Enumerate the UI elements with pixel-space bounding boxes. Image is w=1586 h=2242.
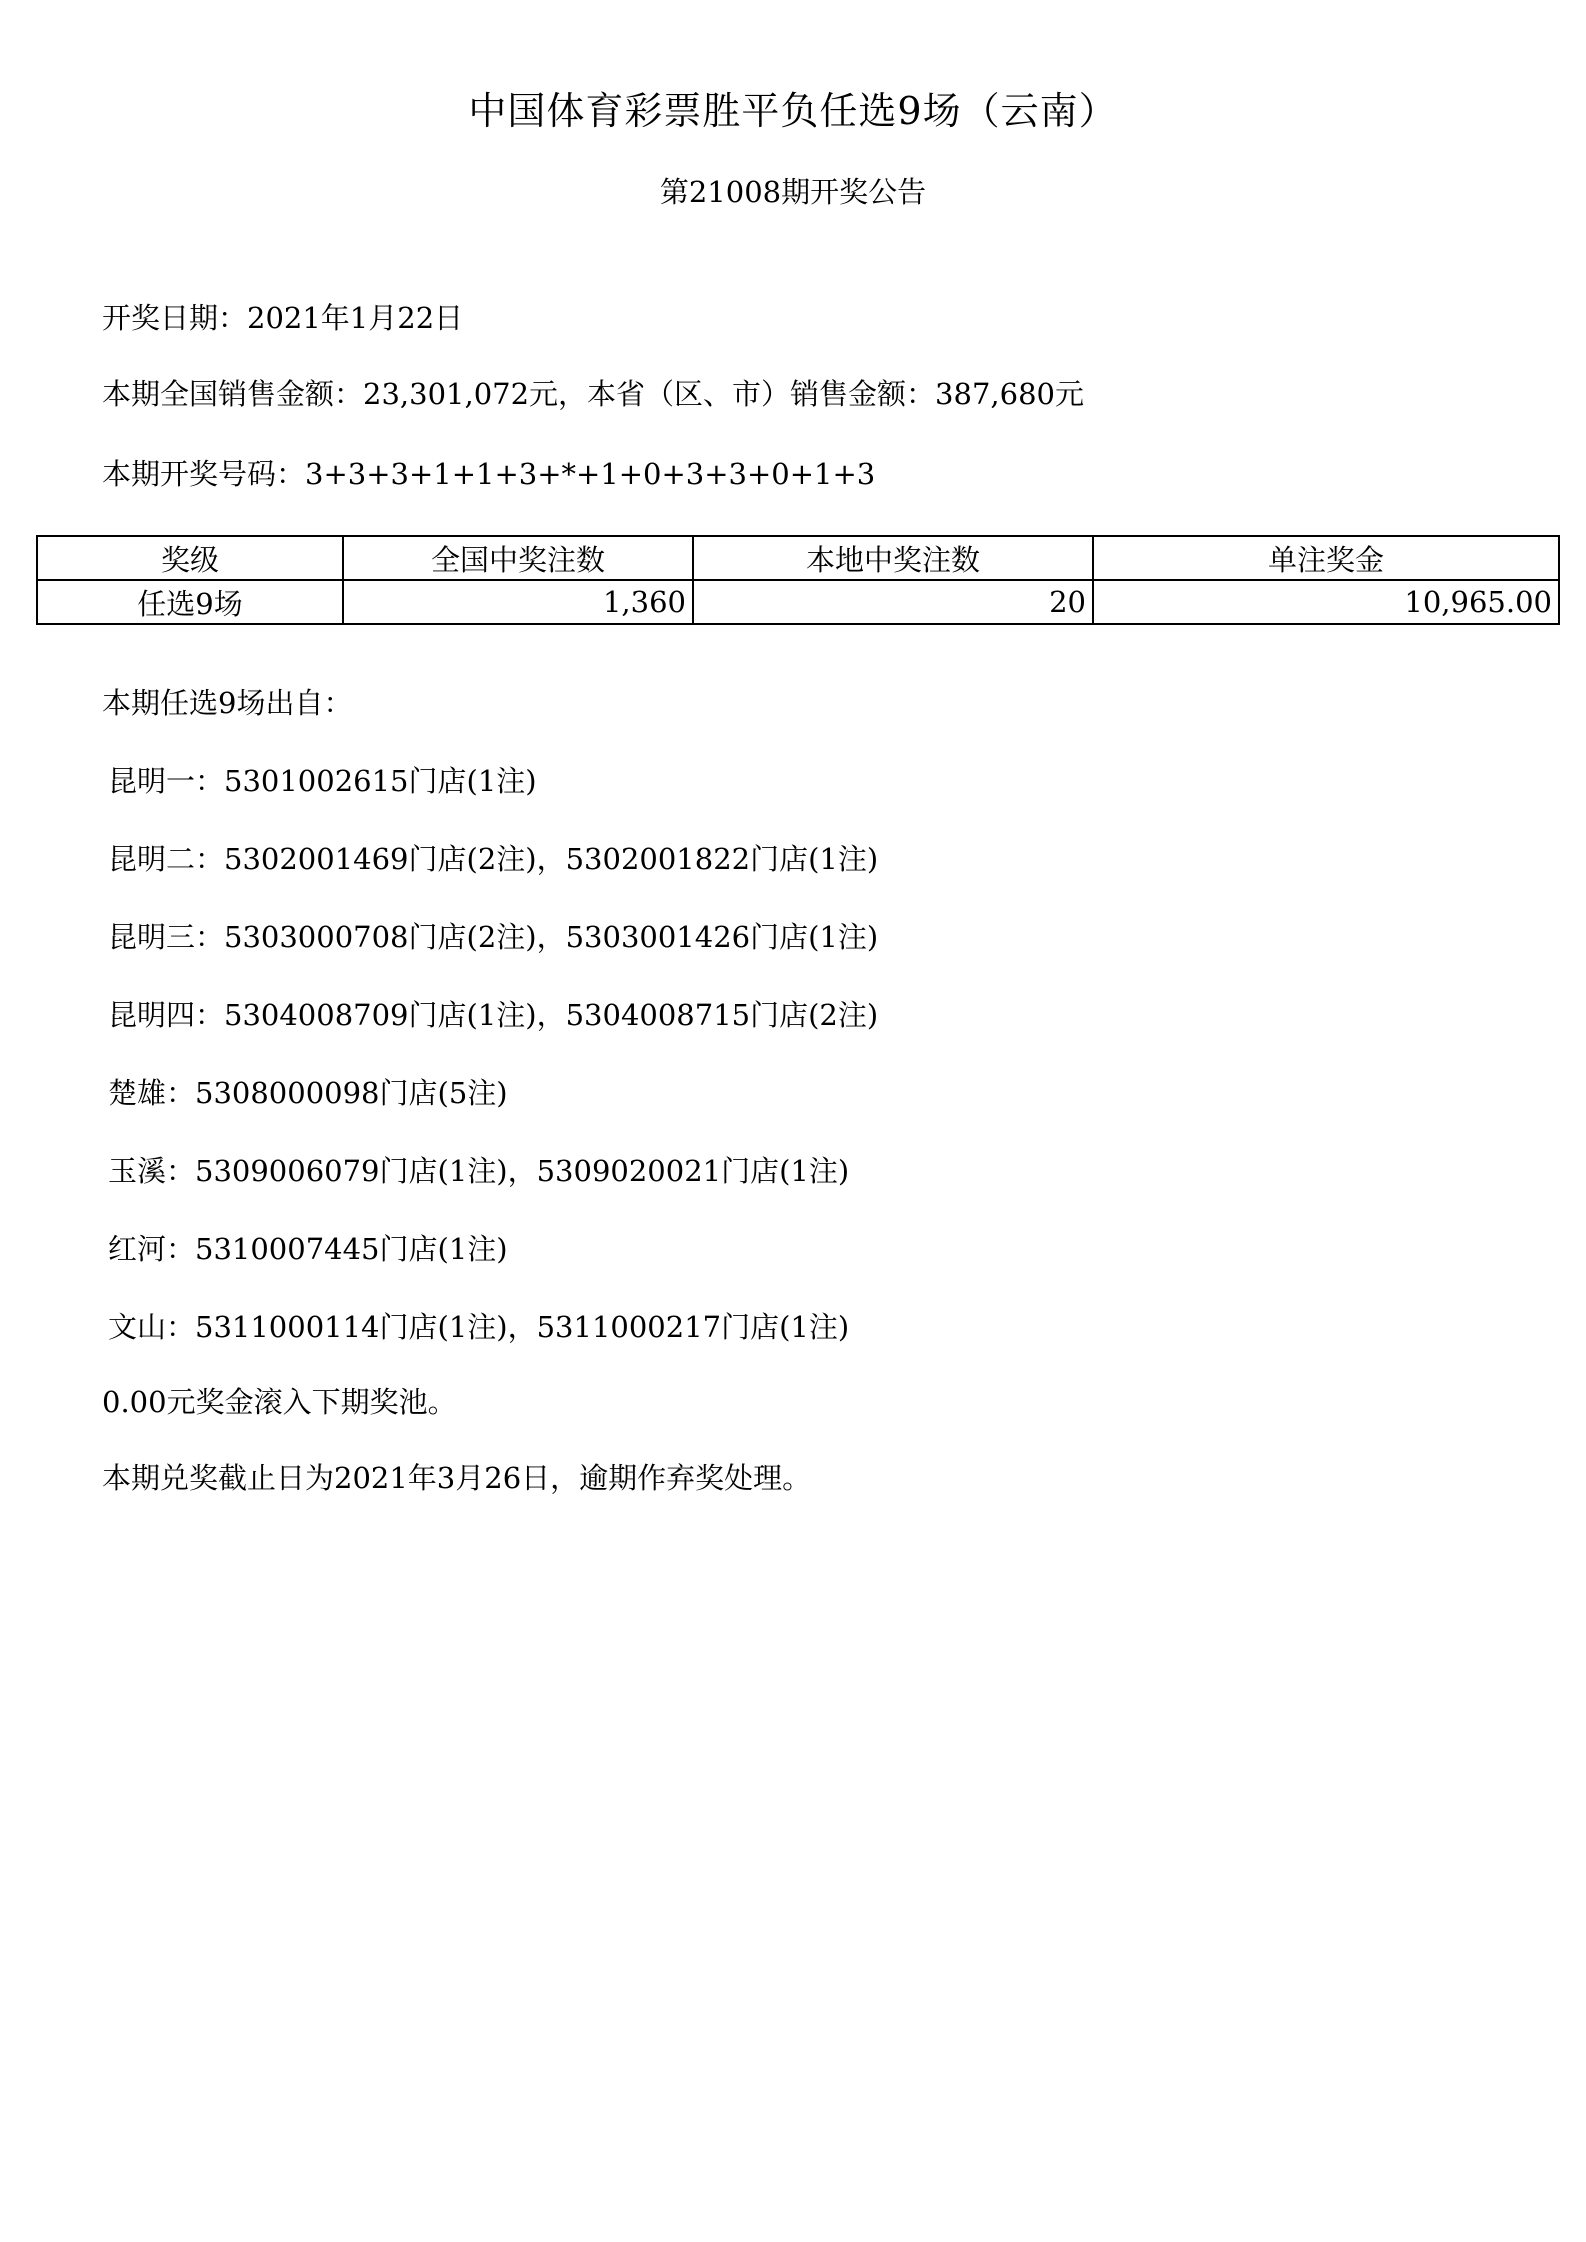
source-item: 昆明二：5302001469门店(2注)，5302001822门店(1注) xyxy=(108,842,879,876)
prize-table xyxy=(36,535,1560,625)
draw-numbers: 本期开奖号码：3+3+3+1+1+3+*+1+0+3+3+0+1+3 xyxy=(102,457,876,491)
source-item: 昆明三：5303000708门店(2注)，5303001426门店(1注) xyxy=(108,920,879,954)
header-prize-amount: 单注奖金 xyxy=(1093,536,1559,580)
source-item: 昆明一：5301002615门店(1注) xyxy=(108,764,537,798)
sales-amount: 本期全国销售金额：23,301,072元，本省（区、市）销售金额：387,680元 xyxy=(102,377,1084,411)
issue-subtitle: 第21008期开奖公告 xyxy=(659,175,927,209)
rollover-note: 0.00元奖金滚入下期奖池。 xyxy=(102,1385,457,1419)
header-national-winners: 全国中奖注数 xyxy=(343,536,693,580)
source-item: 玉溪：5309006079门店(1注)，5309020021门店(1注) xyxy=(108,1154,850,1188)
source-heading: 本期任选9场出自： xyxy=(102,686,353,720)
draw-date: 开奖日期：2021年1月22日 xyxy=(102,301,464,335)
deadline-note: 本期兑奖截止日为2021年3月26日，逾期作弃奖处理。 xyxy=(102,1461,812,1495)
cell-prize-level: 任选9场 xyxy=(37,580,343,624)
source-item: 红河：5310007445门店(1注) xyxy=(108,1232,508,1266)
cell-local-winners: 20 xyxy=(693,580,1093,624)
cell-prize-amount: 10,965.00 xyxy=(1093,580,1559,624)
header-prize-level: 奖级 xyxy=(37,536,343,580)
header-local-winners: 本地中奖注数 xyxy=(693,536,1093,580)
source-item: 昆明四：5304008709门店(1注)，5304008715门店(2注) xyxy=(108,998,879,1032)
table-row xyxy=(37,580,1559,624)
table-header-row xyxy=(37,536,1559,580)
page-title: 中国体育彩票胜平负任选9场（云南） xyxy=(468,89,1118,133)
source-item: 文山：5311000114门店(1注)，5311000217门店(1注) xyxy=(108,1310,850,1344)
source-item: 楚雄：5308000098门店(5注) xyxy=(108,1076,508,1110)
cell-national-winners: 1,360 xyxy=(343,580,693,624)
